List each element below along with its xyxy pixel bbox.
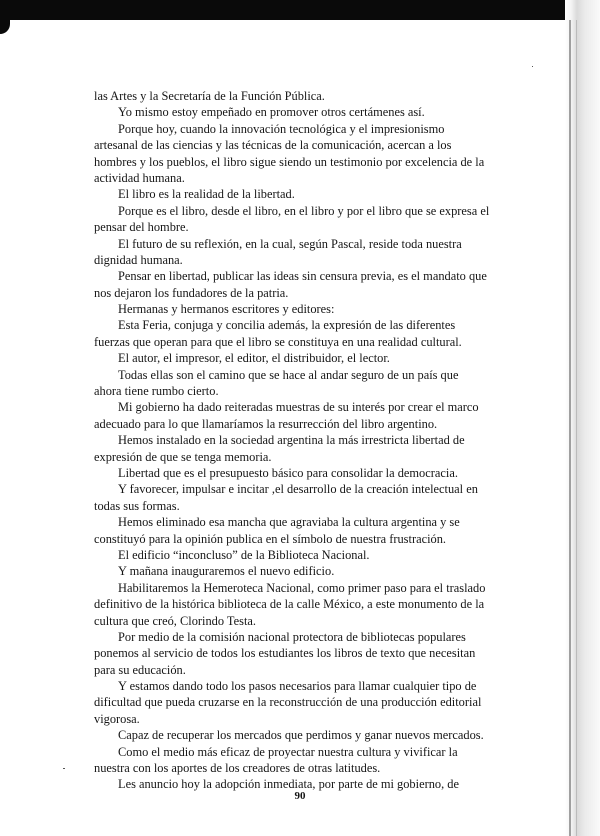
text-line: Hemos eliminado esa mancha que agraviaba la cultura argentina y se bbox=[118, 515, 460, 530]
text-line: Todas ellas son el camino que se hace al andar seguro de un país que bbox=[118, 367, 459, 382]
text-line: adecuado para lo que llamaríamos la resurrección del libro argentino. bbox=[94, 416, 438, 431]
text-line: expresión de que se tenga memoria. bbox=[94, 449, 272, 464]
text-line: definitivo de la histórica biblioteca de la calle México, a este monumento de la bbox=[94, 597, 485, 612]
text-line: dificultad que pueda cruzarse en la reconstrucción de una producción editorial bbox=[94, 695, 482, 710]
text-line: El autor, el impresor, el editor, el distribuidor, el lector. bbox=[118, 351, 390, 366]
text-line: dignidad humana. bbox=[94, 252, 183, 267]
text-line: nos dejaron los fundadores de la patria. bbox=[94, 285, 289, 300]
text-line: Porque hoy, cuando la innovación tecnológica y el impresionismo bbox=[118, 121, 445, 136]
text-line: Y mañana inauguraremos el nuevo edificio. bbox=[118, 564, 335, 579]
text-line: para su educación. bbox=[94, 662, 186, 677]
text-line: Hermanas y hermanos escritores y editores: bbox=[118, 302, 335, 317]
text-line: Pensar en libertad, publicar las ideas sin censura previa, es el mandato que bbox=[118, 269, 487, 284]
text-line: Y favorecer, impulsar e incitar ,el desarrollo de la creación intelectual en bbox=[118, 482, 478, 497]
text-line: Mi gobierno ha dado reiteradas muestras de su interés por crear el marco bbox=[118, 400, 479, 415]
text-line: cultura que creó, Clorindo Testa. bbox=[94, 613, 256, 628]
text-line: vigorosa. bbox=[94, 711, 140, 726]
text-line: hombres y los pueblos, el libro sigue siendo un testimonio por excelencia de la bbox=[94, 154, 485, 169]
document-body bbox=[94, 88, 506, 793]
text-line: El edificio “inconcluso” de la Biblioteca Nacional. bbox=[118, 547, 370, 562]
text-line: Y estamos dando todo los pasos necesarios para llamar cualquier tipo de bbox=[118, 679, 477, 694]
text-line: actividad humana. bbox=[94, 170, 185, 185]
text-line: pensar del hombre. bbox=[94, 220, 189, 235]
text-line: Hemos instalado en la sociedad argentina la más irrestricta libertad de bbox=[118, 433, 465, 448]
scan-binding-line bbox=[569, 20, 571, 836]
text-line: Capaz de recuperar los mercados que perdimos y ganar nuevos mercados. bbox=[118, 728, 484, 743]
text-line: todas sus formas. bbox=[94, 498, 180, 513]
text-line: constituyó para la opinión publica en el símbolo de nuestra frustración. bbox=[94, 531, 447, 546]
text-line: Porque es el libro, desde el libro, en el libro y por el libro que se expresa el bbox=[118, 203, 490, 218]
text-line: Habilitaremos la Hemeroteca Nacional, como primer paso para el traslado bbox=[118, 580, 486, 595]
text-line: Libertad que es el presupuesto básico para consolidar la democracia. bbox=[118, 465, 458, 480]
text-line: Esta Feria, conjuga y concilia además, la expresión de las diferentes bbox=[118, 318, 456, 333]
scan-speck bbox=[532, 66, 533, 67]
text-line: Yo mismo estoy empeñado en promover otros certámenes así. bbox=[118, 105, 425, 120]
scan-binding-line-secondary bbox=[576, 20, 577, 836]
scan-top-border bbox=[0, 0, 600, 20]
text-line: El futuro de su reflexión, en la cual, según Pascal, reside toda nuestra bbox=[118, 236, 462, 251]
page-number: 90 bbox=[294, 790, 306, 802]
text-line: El libro es la realidad de la libertad. bbox=[118, 187, 295, 202]
scan-corner-shadow bbox=[0, 20, 10, 34]
text-line: nuestra con los aportes de los creadores de otras latitudes. bbox=[94, 761, 381, 776]
text-line: Les anuncio hoy la adopción inmediata, por parte de mi gobierno, de bbox=[118, 777, 459, 792]
text-line: artesanal de las ciencias y las técnicas de la comunicación, acercan a los bbox=[94, 138, 452, 153]
text-line: las Artes y la Secretaría de la Función Pública. bbox=[94, 89, 325, 103]
text-line: ahora tiene rumbo cierto. bbox=[94, 384, 219, 399]
text-line: Como el medio más eficaz de proyectar nuestra cultura y vivificar la bbox=[118, 744, 458, 759]
scan-speck bbox=[63, 768, 65, 769]
text-line: fuerzas que operan para que el libro se constituya en una realidad cultural. bbox=[94, 334, 462, 349]
text-line: ponemos al servicio de todos los estudiantes los libros de texto que necesitan bbox=[94, 646, 476, 661]
text-line: Por medio de la comisión nacional protectora de bibliotecas populares bbox=[118, 629, 466, 644]
